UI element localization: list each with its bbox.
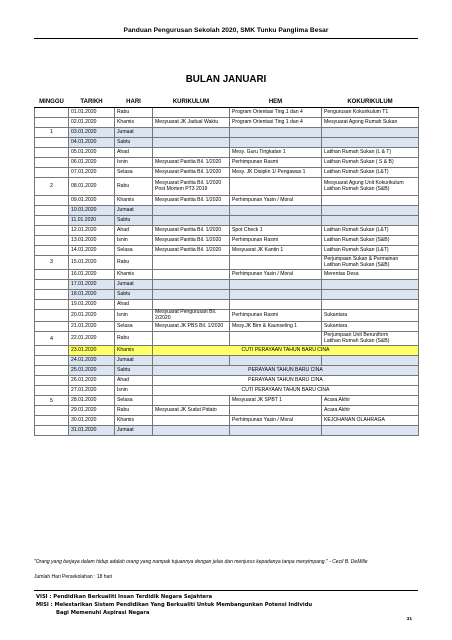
kokurikulum-cell: [322, 300, 419, 310]
table-row: [35, 118, 419, 128]
kurikulum-cell: Mesyuarat Panitia Bil. 1/2020: [153, 196, 230, 206]
day-cell: Khamis: [115, 270, 153, 280]
hem-cell: Program Orientasi Ting.1 dan 4: [230, 108, 322, 118]
week-cell: [35, 138, 69, 148]
kokurikulum-cell: [322, 280, 419, 290]
table-row: [35, 206, 419, 216]
page-title: BULAN JANUARI: [185, 74, 267, 85]
kurikulum-cell: Mesyuarat Pengurusan Bil. 2/2020: [153, 310, 230, 322]
schedule-table: [34, 97, 419, 436]
kurikulum-cell: Mesyuarat Panitia Bil. 1/2020: [153, 158, 230, 168]
kurikulum-cell: [153, 356, 230, 366]
hem-cell: [230, 280, 322, 290]
kokurikulum-cell: Perjumpaan Sukan & Permainan Latihan Rumah Sukan (S&B): [322, 256, 419, 270]
week-cell: 5: [35, 396, 69, 406]
week-cell: [35, 386, 69, 396]
table-row: [35, 158, 419, 168]
week-cell: [35, 226, 69, 236]
week-cell: [35, 280, 69, 290]
hem-cell: [230, 406, 322, 416]
week-cell: [35, 108, 69, 118]
day-cell: Selasa: [115, 168, 153, 178]
table-row: [35, 196, 419, 206]
kurikulum-cell: [153, 332, 230, 346]
table-row: [35, 246, 419, 256]
hem-cell: [230, 426, 322, 436]
kurikulum-cell: [153, 128, 230, 138]
col-header-minggu: MINGGU: [35, 97, 69, 108]
week-cell: [35, 346, 69, 356]
day-cell: Selasa: [115, 396, 153, 406]
day-cell: Sabtu: [115, 138, 153, 148]
table-row: [35, 322, 419, 332]
kokurikulum-cell: Acara Akhir: [322, 406, 419, 416]
day-cell: Isnin: [115, 310, 153, 322]
kokurikulum-cell: [322, 290, 419, 300]
kurikulum-cell: [153, 290, 230, 300]
table-row: [35, 356, 419, 366]
hem-cell: [230, 256, 322, 270]
table-row: [35, 256, 419, 270]
day-cell: Sabtu: [115, 290, 153, 300]
holiday-cell: PERAYAAN TAHUN BARU CINA: [153, 366, 419, 376]
hem-cell: [230, 206, 322, 216]
kurikulum-cell: [153, 148, 230, 158]
table-row: [35, 178, 419, 196]
hem-cell: Mesyuarat JK SPBT 1: [230, 396, 322, 406]
date-cell: 19.01.2020: [69, 300, 115, 310]
table-row: [35, 310, 419, 322]
mission-text: MISI : Melestarikan Sistem Pendidikan Yang Berkualiti Untuk Membangunkan Potensi Individu: [36, 602, 313, 608]
day-cell: Jumaat: [115, 426, 153, 436]
kokurikulum-cell: [322, 128, 419, 138]
kokurikulum-cell: [322, 216, 419, 226]
hem-cell: Perhimpunan Rasmi: [230, 310, 322, 322]
week-cell: [35, 236, 69, 246]
day-cell: Ahad: [115, 376, 153, 386]
kokurikulum-cell: [322, 356, 419, 366]
kokurikulum-cell: [322, 206, 419, 216]
table-row: [35, 386, 419, 396]
kurikulum-cell: [153, 280, 230, 290]
table-row: [35, 280, 419, 290]
date-cell: 06.01.2020: [69, 158, 115, 168]
vision-text: VISI : Pendidikan Berkualiti Insan Terdidik Negara Sejahtera: [36, 594, 213, 600]
date-cell: 08.01.2020: [69, 178, 115, 196]
day-cell: Ahad: [115, 148, 153, 158]
day-cell: Jumaat: [115, 356, 153, 366]
date-cell: 07.01.2020: [69, 168, 115, 178]
kokurikulum-cell: Latihan Rumah Sukan ( S & B): [322, 158, 419, 168]
day-cell: Rabu: [115, 256, 153, 270]
date-cell: 31.01.2020: [69, 426, 115, 436]
kurikulum-cell: [153, 270, 230, 280]
week-cell: [35, 426, 69, 436]
total-school-days: Jumlah Hari Persekolahan : 18 hari: [34, 574, 113, 580]
kokurikulum-cell: Latihan Rumah Sukan (L & T): [322, 148, 419, 158]
week-cell: [35, 118, 69, 128]
week-cell: 1: [35, 128, 69, 138]
week-cell: [35, 300, 69, 310]
table-row: [35, 148, 419, 158]
day-cell: Jumaat: [115, 206, 153, 216]
hem-cell: [230, 332, 322, 346]
date-cell: 13.01.2020: [69, 236, 115, 246]
kurikulum-cell: [153, 416, 230, 426]
table-row: [35, 128, 419, 138]
kokurikulum-cell: Perjumpaan Unit Beruniform Latihan Rumah Sukan (S&B): [322, 332, 419, 346]
week-cell: [35, 310, 69, 322]
col-header-tarikh: TARIKH: [69, 97, 115, 108]
kurikulum-cell: [153, 256, 230, 270]
week-cell: [35, 322, 69, 332]
kurikulum-cell: Mesyuarat JK Sudut Pidato: [153, 406, 230, 416]
kurikulum-cell: Mesyuarat Panitia Bil. 1/2020: [153, 246, 230, 256]
page-number: 31: [406, 617, 412, 622]
kurikulum-cell: Mesyuarat JK PBS Bil. 1/2020: [153, 322, 230, 332]
kokurikulum-cell: [322, 196, 419, 206]
week-cell: [35, 148, 69, 158]
day-cell: Sabtu: [115, 366, 153, 376]
table-row: [35, 226, 419, 236]
kurikulum-cell: [153, 108, 230, 118]
day-cell: Selasa: [115, 322, 153, 332]
day-cell: Ahad: [115, 300, 153, 310]
table-row: [35, 108, 419, 118]
kurikulum-cell: [153, 138, 230, 148]
day-cell: Rabu: [115, 108, 153, 118]
kurikulum-cell: [153, 206, 230, 216]
day-cell: Sabtu: [115, 216, 153, 226]
date-cell: 22.01.2020: [69, 332, 115, 346]
date-cell: 28.01.2020: [69, 396, 115, 406]
date-cell: 21.01.2020: [69, 322, 115, 332]
kokurikulum-cell: [322, 426, 419, 436]
table-row: [35, 396, 419, 406]
kurikulum-cell: [153, 300, 230, 310]
date-cell: 20.01.2020: [69, 310, 115, 322]
week-cell: [35, 366, 69, 376]
date-cell: 10.01.2020: [69, 206, 115, 216]
kokurikulum-cell: Latihan Rumah Sukan (L&T): [322, 246, 419, 256]
day-cell: Isnin: [115, 386, 153, 396]
hem-cell: Mesy.JK Bim & Kaunseling 1: [230, 322, 322, 332]
kokurikulum-cell: KEJOHANAN OLAHRAGA: [322, 416, 419, 426]
kokurikulum-cell: Latihan Rumah Sukan (L&T): [322, 226, 419, 236]
date-cell: 16.01.2020: [69, 270, 115, 280]
hem-cell: [230, 356, 322, 366]
date-cell: 01.01.2020: [69, 108, 115, 118]
date-cell: 09.01.2020: [69, 196, 115, 206]
document-header: Panduan Pengurusan Sekolah 2020, SMK Tunku Panglima Besar: [123, 27, 329, 34]
date-cell: 05.01.2020: [69, 148, 115, 158]
hem-cell: Perhimpunan Yasin / Moral: [230, 416, 322, 426]
week-cell: 2: [35, 178, 69, 196]
hem-cell: Mesy. Guru Tingkatan 1: [230, 148, 322, 158]
day-cell: Khamis: [115, 196, 153, 206]
kokurikulum-cell: Acara Akhir: [322, 396, 419, 406]
day-cell: Khamis: [115, 118, 153, 128]
col-header-hari: HARI: [115, 97, 153, 108]
kokurikulum-cell: Mesyuarat Agong Rumah Sukan: [322, 118, 419, 128]
kurikulum-cell: [153, 396, 230, 406]
kurikulum-cell: Mesyuarat Panitia Bil. 1/2020 Post Mortem PT3 2019: [153, 178, 230, 196]
week-cell: [35, 168, 69, 178]
hem-cell: Mesyuarat JK Kantin 1: [230, 246, 322, 256]
day-cell: Selasa: [115, 246, 153, 256]
hem-cell: [230, 290, 322, 300]
date-cell: 17.01.2020: [69, 280, 115, 290]
kurikulum-cell: Mesyuarat Panitia Bil. 1/2020: [153, 236, 230, 246]
kokurikulum-cell: Latihan Rumah Sukan (S&B): [322, 236, 419, 246]
hem-cell: Perhimpunan Yasin / Moral: [230, 196, 322, 206]
kurikulum-cell: Mesyuarat Panitia Bil. 1/2020: [153, 226, 230, 236]
holiday-cell: CUTI PERAYAAN TAHUN BARU CINA: [153, 386, 419, 396]
date-cell: 03.01.2020: [69, 128, 115, 138]
week-cell: [35, 246, 69, 256]
table-row: [35, 236, 419, 246]
kokurikulum-cell: Latihan Rumah Sukan (L&T): [322, 168, 419, 178]
quote-text: "Orang yang berjaya dalam hidup adalah orang yang nampak tujuannya dengan jelas dan menjurus kepadanya tanpa menyimpang." - Cecil B. DeMille: [34, 559, 368, 565]
kokurikulum-cell: [322, 138, 419, 148]
header-rule: [34, 38, 418, 39]
week-cell: [35, 406, 69, 416]
date-cell: 12.01.2020: [69, 226, 115, 236]
day-cell: Ahad: [115, 226, 153, 236]
week-cell: [35, 356, 69, 366]
date-cell: 25.01.2020: [69, 366, 115, 376]
hem-cell: [230, 138, 322, 148]
hem-cell: Perhimpunan Rasmi: [230, 158, 322, 168]
week-cell: [35, 206, 69, 216]
day-cell: Khamis: [115, 346, 153, 356]
table-row: [35, 376, 419, 386]
date-cell: 24.01.2020: [69, 356, 115, 366]
vision-mission-box: [34, 590, 418, 621]
week-cell: [35, 196, 69, 206]
table-row: [35, 406, 419, 416]
week-cell: [35, 216, 69, 226]
hem-cell: Spot Check 1: [230, 226, 322, 236]
table-header-row: [35, 97, 419, 108]
table-row: [35, 290, 419, 300]
holiday-cell: CUTI PERAYAAN TAHUN BARU CINA: [153, 346, 419, 356]
table-row: [35, 270, 419, 280]
kurikulum-cell: Mesyuarat JK Jadual Waktu: [153, 118, 230, 128]
hem-cell: [230, 178, 322, 196]
week-cell: [35, 376, 69, 386]
date-cell: 26.01.2020: [69, 376, 115, 386]
date-cell: 04.01.2020: [69, 138, 115, 148]
hem-cell: [230, 300, 322, 310]
table-row: [35, 332, 419, 346]
date-cell: 15.01.2020: [69, 256, 115, 270]
hem-cell: [230, 128, 322, 138]
date-cell: 27.01.2020: [69, 386, 115, 396]
week-cell: 3: [35, 256, 69, 270]
date-cell: 18.01.2020: [69, 290, 115, 300]
date-cell: 23.01.2020: [69, 346, 115, 356]
week-cell: [35, 416, 69, 426]
day-cell: Isnin: [115, 158, 153, 168]
day-cell: Isnin: [115, 236, 153, 246]
day-cell: Rabu: [115, 178, 153, 196]
date-cell: 11.01.2020: [69, 216, 115, 226]
table-row: [35, 216, 419, 226]
table-row: [35, 300, 419, 310]
date-cell: 14.01.2020: [69, 246, 115, 256]
week-cell: [35, 290, 69, 300]
kokurikulum-cell: Pengurusan Kokurikulum T1: [322, 108, 419, 118]
kokurikulum-cell: Sukantara: [322, 310, 419, 322]
day-cell: Jumaat: [115, 128, 153, 138]
kurikulum-cell: [153, 426, 230, 436]
kokurikulum-cell: Merentas Desa: [322, 270, 419, 280]
date-cell: 30.01.2020: [69, 416, 115, 426]
date-cell: 02.01.2020: [69, 118, 115, 128]
col-header-hem: HEM: [230, 97, 322, 108]
kurikulum-cell: Mesyuarat Panitia Bil. 1/2020: [153, 168, 230, 178]
kurikulum-cell: [153, 216, 230, 226]
hem-cell: Perhimpunan Yasin / Moral: [230, 270, 322, 280]
hem-cell: Program Orientasi Ting 1 dan 4: [230, 118, 322, 128]
kokurikulum-cell: Mesyuarat Agung Unit Kokurikulum Latihan Rumah Sukan (S&B): [322, 178, 419, 196]
date-cell: 29.01.2020: [69, 406, 115, 416]
mission-text-continued: Bagi Memenuhi Aspirasi Negara: [56, 610, 150, 616]
table-row: [35, 416, 419, 426]
week-cell: 4: [35, 332, 69, 346]
hem-cell: [230, 216, 322, 226]
kokurikulum-cell: Sukantara: [322, 322, 419, 332]
holiday-cell: PERAYAAN TAHUN BARU CINA: [153, 376, 419, 386]
day-cell: Jumaat: [115, 280, 153, 290]
day-cell: Rabu: [115, 332, 153, 346]
table-row: [35, 366, 419, 376]
day-cell: Rabu: [115, 406, 153, 416]
week-cell: [35, 270, 69, 280]
hem-cell: Perhimpunan Rasmi: [230, 236, 322, 246]
table-row: [35, 346, 419, 356]
table-row: [35, 138, 419, 148]
table-row: [35, 426, 419, 436]
hem-cell: Mesy. JK Disiplin 1/ Pengawas 1: [230, 168, 322, 178]
week-cell: [35, 158, 69, 168]
col-header-kurikulum: KURIKULUM: [153, 97, 230, 108]
col-header-kokurikulum: KOKURIKULUM: [322, 97, 419, 108]
day-cell: Khamis: [115, 416, 153, 426]
table-row: [35, 168, 419, 178]
